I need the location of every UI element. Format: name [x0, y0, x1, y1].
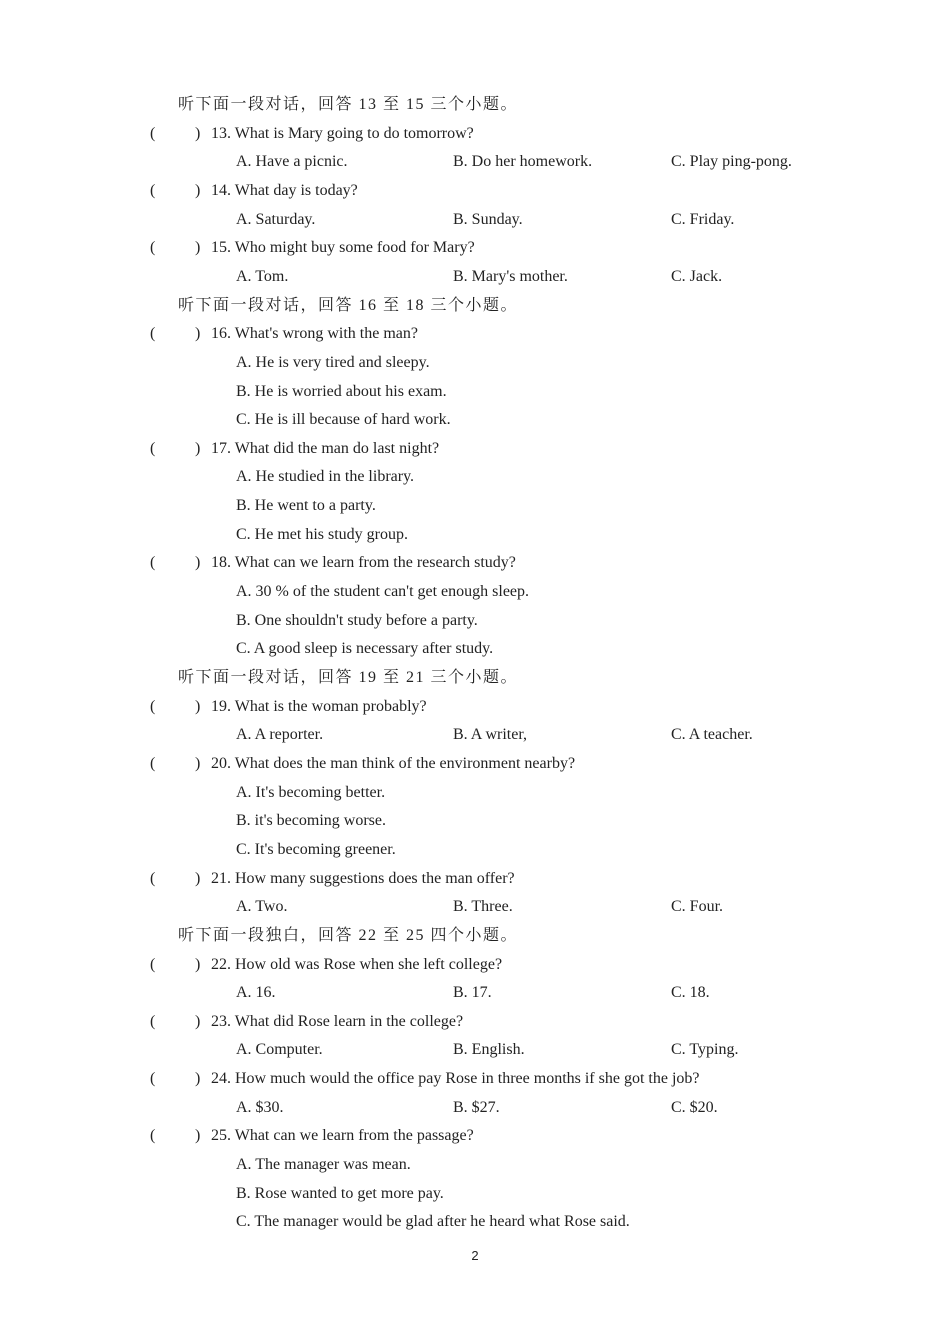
- question-text: 25. What can we learn from the passage?: [211, 1127, 474, 1145]
- section-instruction-line: [0, 294, 950, 318]
- section-instruction-line: [0, 93, 950, 117]
- option-a: A. Have a picnic.: [236, 153, 348, 171]
- options-row: [0, 265, 950, 289]
- options-row: [0, 1096, 950, 1120]
- section-instruction: 听下面一段对话，回答 13 至 15 三个小题。: [178, 96, 519, 113]
- answer-blank-right-paren: ): [195, 869, 201, 887]
- options-row: [0, 723, 950, 747]
- section-instruction-line: [0, 924, 950, 948]
- option-line: [0, 637, 950, 661]
- option-a: A. Saturday.: [236, 210, 316, 228]
- answer-blank-right-paren: ): [195, 554, 201, 572]
- answer-blank-left-paren: (: [150, 1127, 156, 1145]
- question-line: [0, 437, 950, 461]
- question-text: 24. How much would the office pay Rose in three months if she got the job?: [211, 1070, 700, 1088]
- option-line: [0, 609, 950, 633]
- question-text: 16. What's wrong with the man?: [211, 325, 418, 343]
- option-b: B. Rose wanted to get more pay.: [236, 1184, 444, 1202]
- option-b: B. Three.: [453, 898, 513, 916]
- option-b: B. One shouldn't study before a party.: [236, 611, 478, 629]
- answer-blank-left-paren: (: [150, 869, 156, 887]
- option-c: C. He met his study group.: [236, 525, 408, 543]
- answer-blank-left-paren: (: [150, 554, 156, 572]
- option-b: B. $27.: [453, 1098, 500, 1116]
- question-line: [0, 695, 950, 719]
- question-text: 13. What is Mary going to do tomorrow?: [211, 124, 474, 142]
- section-instruction: 听下面一段独白，回答 22 至 25 四个小题。: [178, 926, 519, 944]
- options-row: [0, 1038, 950, 1062]
- question-text: 22. How old was Rose when she left college?: [211, 955, 503, 973]
- question-text: 15. Who might buy some food for Mary?: [211, 239, 475, 257]
- option-c: C. A teacher.: [671, 726, 753, 744]
- question-text: 18. What can we learn from the research study?: [211, 554, 516, 572]
- option-b: B. A writer,: [453, 726, 528, 744]
- answer-blank-left-paren: (: [150, 697, 156, 715]
- question-line: [0, 551, 950, 575]
- section-instruction: 听下面一段对话，回答 19 至 21 三个小题。: [178, 669, 519, 686]
- question-line: [0, 1124, 950, 1148]
- option-c: C. 18.: [671, 984, 710, 1002]
- option-line: [0, 1182, 950, 1206]
- question-text: 14. What day is today?: [211, 181, 358, 199]
- answer-blank-left-paren: (: [150, 955, 156, 973]
- option-b: B. Mary's mother.: [453, 267, 568, 285]
- option-a: A. A reporter.: [236, 726, 324, 744]
- option-line: [0, 838, 950, 862]
- option-a: A. 30 % of the student can't get enough sleep.: [236, 583, 530, 600]
- option-a: A. Tom.: [236, 267, 289, 285]
- option-line: [0, 494, 950, 518]
- question-line: [0, 752, 950, 776]
- option-a: A. $30.: [236, 1098, 284, 1116]
- option-b: B. Do her homework.: [453, 153, 593, 171]
- question-text: 21. How many suggestions does the man offer?: [211, 869, 515, 887]
- option-b: B. He went to a party.: [236, 497, 376, 515]
- option-b: B. Sunday.: [453, 210, 523, 228]
- option-c: C. The manager would be glad after he heard what Rose said.: [236, 1213, 630, 1231]
- option-line: [0, 1210, 950, 1234]
- answer-blank-left-paren: (: [150, 754, 156, 772]
- option-c: C. It's becoming greener.: [236, 840, 396, 858]
- option-a: A. He studied in the library.: [236, 468, 415, 486]
- question-line: [0, 179, 950, 203]
- option-c: C. A good sleep is necessary after study.: [236, 640, 494, 658]
- option-c: C. Typing.: [671, 1041, 739, 1059]
- option-line: [0, 580, 950, 604]
- answer-blank-left-paren: (: [150, 124, 156, 142]
- option-line: [0, 781, 950, 805]
- option-line: [0, 351, 950, 375]
- answer-blank-right-paren: ): [195, 1127, 201, 1145]
- answer-blank-left-paren: (: [150, 239, 156, 257]
- option-line: [0, 1153, 950, 1177]
- question-line: [0, 867, 950, 891]
- answer-blank-left-paren: (: [150, 325, 156, 343]
- question-text: 19. What is the woman probably?: [211, 697, 427, 715]
- option-a: A. The manager was mean.: [236, 1156, 411, 1173]
- option-a: A. Two.: [236, 898, 288, 916]
- option-line: [0, 465, 950, 489]
- question-text: 20. What does the man think of the environment nearby?: [211, 754, 576, 772]
- page-number: 2: [471, 1248, 479, 1263]
- option-c: C. $20.: [671, 1098, 718, 1116]
- options-row: [0, 895, 950, 919]
- answer-blank-right-paren: ): [195, 439, 201, 457]
- option-b: B. it's becoming worse.: [236, 812, 386, 830]
- question-line: [0, 1067, 950, 1091]
- option-line: [0, 523, 950, 547]
- option-a: A. 16.: [236, 984, 276, 1002]
- answer-blank-right-paren: ): [195, 124, 201, 142]
- question-text: 23. What did Rose learn in the college?: [211, 1012, 464, 1030]
- question-text: 17. What did the man do last night?: [211, 439, 440, 457]
- option-a: A. Computer.: [236, 1041, 323, 1059]
- answer-blank-right-paren: ): [195, 1012, 201, 1030]
- question-line: [0, 322, 950, 346]
- answer-blank-right-paren: ): [195, 955, 201, 973]
- option-b: B. 17.: [453, 984, 492, 1002]
- answer-blank-left-paren: (: [150, 439, 156, 457]
- option-a: A. He is very tired and sleepy.: [236, 353, 430, 371]
- question-line: [0, 953, 950, 977]
- answer-blank-left-paren: (: [150, 1070, 156, 1088]
- answer-blank-right-paren: ): [195, 754, 201, 772]
- option-c: C. Play ping-pong.: [671, 153, 792, 171]
- answer-blank-left-paren: (: [150, 1012, 156, 1030]
- option-line: [0, 809, 950, 833]
- option-c: C. He is ill because of hard work.: [236, 411, 451, 429]
- option-c: C. Jack.: [671, 267, 723, 285]
- option-line: [0, 408, 950, 432]
- option-c: C. Four.: [671, 898, 724, 916]
- options-row: [0, 208, 950, 232]
- question-line: [0, 236, 950, 260]
- option-line: [0, 380, 950, 404]
- answer-blank-right-paren: ): [195, 697, 201, 715]
- option-b: B. English.: [453, 1041, 525, 1059]
- answer-blank-right-paren: ): [195, 239, 201, 257]
- option-a: A. It's becoming better.: [236, 783, 386, 801]
- options-row: [0, 981, 950, 1005]
- question-line: [0, 122, 950, 146]
- answer-blank-right-paren: ): [195, 325, 201, 343]
- answer-blank-right-paren: ): [195, 1070, 201, 1088]
- answer-blank-left-paren: (: [150, 181, 156, 199]
- option-b: B. He is worried about his exam.: [236, 382, 447, 400]
- section-instruction-line: [0, 666, 950, 690]
- question-line: [0, 1010, 950, 1034]
- answer-blank-right-paren: ): [195, 181, 201, 199]
- options-row: [0, 150, 950, 174]
- section-instruction: 听下面一段对话，回答 16 至 18 三个小题。: [178, 296, 519, 314]
- option-c: C. Friday.: [671, 210, 735, 228]
